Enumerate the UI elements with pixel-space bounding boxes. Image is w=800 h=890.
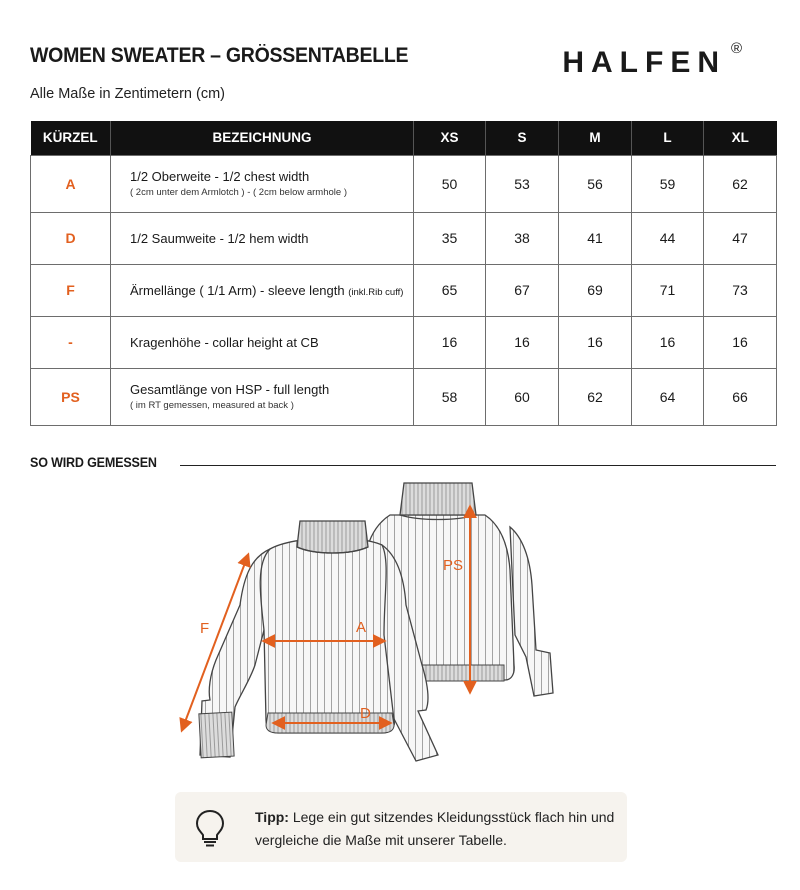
size-value: 53 [486, 155, 559, 212]
section-divider [180, 465, 776, 466]
size-value: 50 [414, 155, 486, 212]
lightbulb-icon [193, 808, 227, 848]
column-header: BEZEICHNUNG [111, 121, 414, 155]
size-value: 47 [704, 212, 777, 264]
size-value: 44 [632, 212, 704, 264]
table-row [31, 264, 777, 316]
measure-description [111, 212, 414, 264]
size-table [30, 121, 777, 426]
size-value: 16 [632, 316, 704, 368]
measure-code: F [31, 264, 111, 316]
measure-name: 1/2 Oberweite [130, 169, 211, 184]
size-value: 64 [632, 368, 704, 425]
measure-english: - sleeve length [256, 282, 349, 298]
column-header: XS [414, 121, 486, 155]
measure-description [111, 264, 414, 316]
measure-english: - 1/2 hem width [216, 230, 309, 246]
page-subtitle: Alle Maße in Zentimetern (cm) [30, 86, 225, 102]
tip-body: Lege ein gut sitzendes Kleidungsstück flach hin und vergleiche die Maße mit unserer Tabelle. [255, 809, 615, 848]
measure-english: - collar height at CB [200, 334, 319, 350]
size-value: 35 [414, 212, 486, 264]
size-value: 16 [704, 316, 777, 368]
size-value: 73 [704, 264, 777, 316]
column-header: KÜRZEL [31, 121, 111, 155]
measure-description [111, 368, 414, 425]
measure-name: 1/2 Saumweite [130, 230, 216, 246]
size-value: 38 [486, 212, 559, 264]
measure-description [111, 155, 414, 212]
registered-mark: ® [730, 40, 742, 57]
size-value: 16 [486, 316, 559, 368]
label-ps: PS [443, 557, 464, 574]
size-value: 66 [704, 368, 777, 425]
table-row [31, 316, 777, 368]
table-row [31, 155, 777, 212]
size-value: 60 [486, 368, 559, 425]
page-header [30, 40, 770, 110]
size-value: 62 [559, 368, 632, 425]
tip-label: Tipp: [255, 809, 289, 825]
measure-name: Kragenhöhe [130, 334, 201, 350]
size-value: 58 [414, 368, 486, 425]
table-row [31, 368, 777, 425]
size-value: 59 [632, 155, 704, 212]
size-value: 67 [486, 264, 559, 316]
section-header [30, 455, 776, 475]
measure-description [111, 316, 414, 368]
measure-english: - full length [262, 382, 330, 397]
size-value: 62 [704, 155, 777, 212]
size-value: 69 [559, 264, 632, 316]
size-value: 41 [559, 212, 632, 264]
measure-code: D [31, 212, 111, 264]
label-f: F [200, 620, 210, 637]
measure-note: ( im RT gemessen, measured at back ) [130, 400, 294, 411]
size-value: 71 [632, 264, 704, 316]
measure-name: Ärmellänge ( 1/1 Arm) [130, 282, 257, 298]
measure-note: ( 2cm unter dem Armlotch ) - ( 2cm below armhole ) [130, 187, 347, 198]
tip-box [175, 792, 627, 862]
tip-text [255, 806, 615, 852]
measure-code: A [31, 155, 111, 212]
column-header: L [632, 121, 704, 155]
sweater-measurement-diagram [160, 475, 640, 780]
label-d: D [360, 705, 371, 722]
size-value: 56 [559, 155, 632, 212]
section-title: SO WIRD GEMESSEN [30, 455, 157, 470]
column-header: S [486, 121, 559, 155]
label-a: A [356, 619, 367, 636]
size-value: 16 [559, 316, 632, 368]
measure-name: Gesamtlänge von HSP [130, 382, 262, 397]
size-value: 65 [414, 264, 486, 316]
measure-code: - [31, 316, 111, 368]
table-row [31, 212, 777, 264]
column-header: M [559, 121, 632, 155]
size-value: 16 [414, 316, 486, 368]
table-header-row [31, 121, 777, 155]
page-title: WOMEN SWEATER – GRÖSSENTABELLE [30, 44, 409, 67]
measure-code: PS [31, 368, 111, 425]
brand-logo: HALFEN [562, 46, 726, 79]
measure-note-inline: (inkl.Rib cuff) [348, 286, 404, 298]
measure-english: - 1/2 chest width [210, 169, 310, 184]
column-header: XL [704, 121, 777, 155]
